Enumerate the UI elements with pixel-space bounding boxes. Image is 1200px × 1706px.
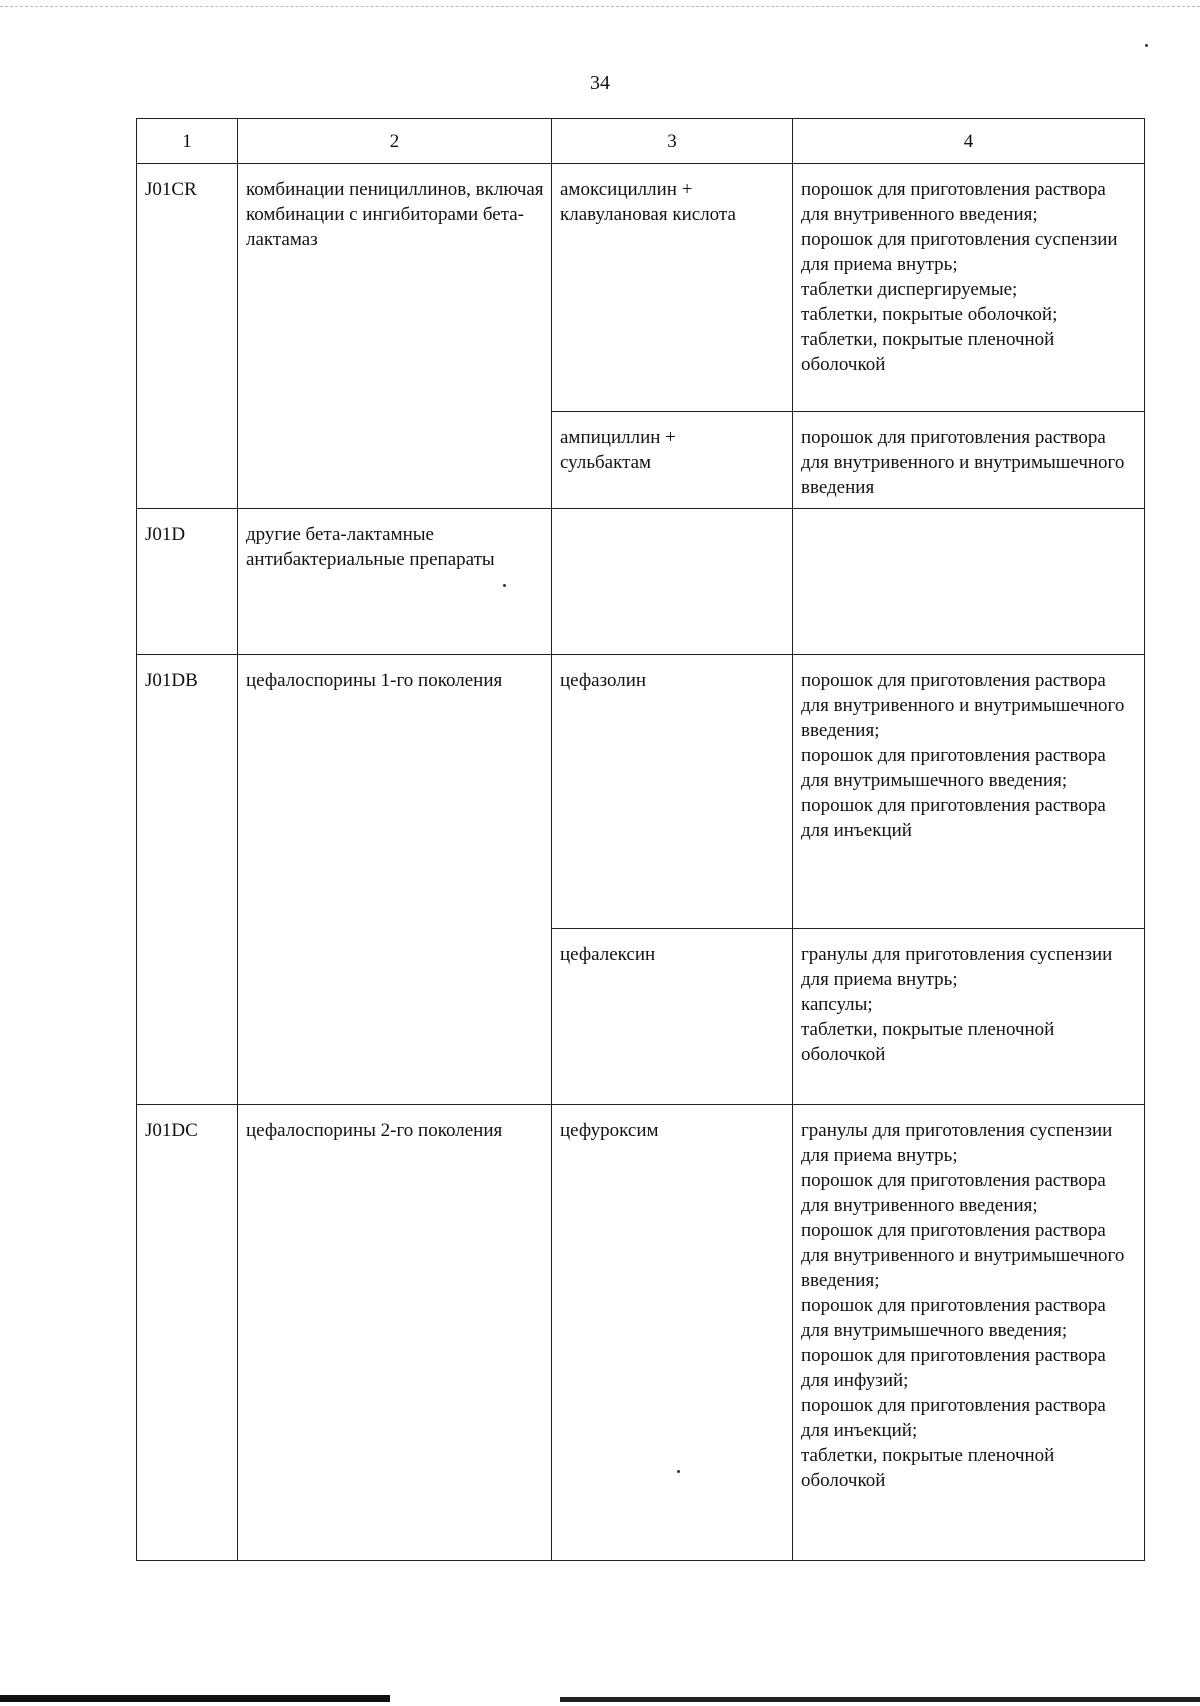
scan-edge-bottom <box>560 1697 1200 1702</box>
drug-name <box>552 509 793 655</box>
column-header: 2 <box>238 119 552 164</box>
dosage-forms: порошок для приготовления раствора для внутривенного и внутримышечного введения; порошок для приготовления раствора для внутримышечного введения; порошок для приготовления раствора для инъекций <box>793 655 1145 929</box>
dosage-forms: гранулы для приготовления суспензии для приема внутрь; порошок для приготовления раствора для внутривенного введения; порошок для приготовления раствора для внутривенного и внутримышечного введения; порошок для приготовления раствора для внутримышечного введения; порошок для приготовления раствора для инфузий; порошок для приготовления раствора для инъекций; таблетки, покрытые пленочной оболочкой <box>793 1105 1145 1561</box>
drug-name: ампициллин + сульбактам <box>552 412 793 509</box>
group-name: цефалоспорины 1-го поколения <box>238 655 552 1105</box>
atc-code: J01CR <box>137 164 238 509</box>
drug-name: амоксициллин + клавулановая кислота <box>552 164 793 412</box>
scan-edge-bottom <box>0 1695 390 1702</box>
atc-code: J01DC <box>137 1105 238 1561</box>
group-name: другие бета-лактамные антибактериальные препараты <box>238 509 552 655</box>
drug-name: цефуроксим <box>552 1105 793 1561</box>
table-row <box>137 164 1145 412</box>
scan-speck <box>1145 44 1148 47</box>
dosage-forms: гранулы для приготовления суспензии для приема внутрь; капсулы; таблетки, покрытые пленочной оболочкой <box>793 929 1145 1105</box>
drug-name: цефалексин <box>552 929 793 1105</box>
dosage-forms: порошок для приготовления раствора для внутривенного и внутримышечного введения <box>793 412 1145 509</box>
dosage-forms: порошок для приготовления раствора для внутривенного введения; порошок для приготовления суспензии для приема внутрь; таблетки диспергируемые; таблетки, покрытые оболочкой; таблетки, покрытые пленочной оболочкой <box>793 164 1145 412</box>
dosage-forms <box>793 509 1145 655</box>
scan-speck <box>503 584 506 587</box>
column-header: 4 <box>793 119 1145 164</box>
drug-table <box>136 118 1145 1561</box>
atc-code: J01D <box>137 509 238 655</box>
table-header-row <box>137 119 1145 164</box>
page-number: 34 <box>590 72 610 94</box>
drug-name: цефазолин <box>552 655 793 929</box>
table-row <box>137 655 1145 929</box>
group-name: комбинации пенициллинов, включая комбинации с ингибиторами бета-лактамаз <box>238 164 552 509</box>
atc-code: J01DB <box>137 655 238 1105</box>
scan-speck <box>677 1470 680 1473</box>
table-row <box>137 509 1145 655</box>
column-header: 3 <box>552 119 793 164</box>
column-header: 1 <box>137 119 238 164</box>
group-name: цефалоспорины 2-го поколения <box>238 1105 552 1561</box>
scan-edge-top <box>0 6 1200 7</box>
table-row <box>137 1105 1145 1561</box>
